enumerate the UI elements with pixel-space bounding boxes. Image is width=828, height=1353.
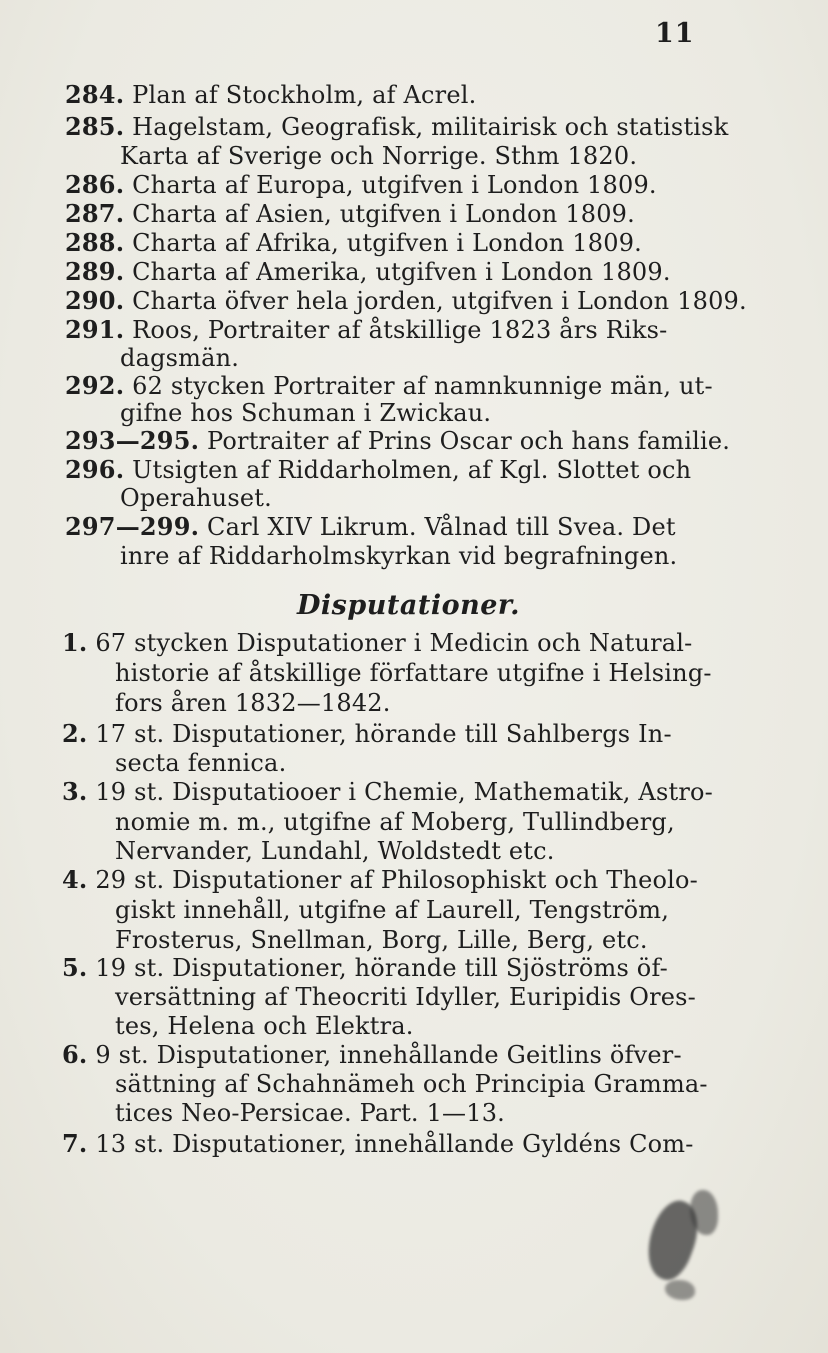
entry-text: Portraiter af Prins Oscar och hans familie. [207, 427, 731, 455]
entry-line [115, 748, 286, 778]
entry-line [115, 807, 675, 837]
entry-line [120, 141, 637, 171]
entry-text: historie af åtskillige författare utgifne i Helsing- [115, 659, 712, 687]
entry-number: 287. [65, 199, 125, 228]
entry-line [65, 455, 691, 485]
entry-line [120, 541, 677, 571]
entry-text: dagsmän. [120, 344, 240, 372]
entry-line [65, 371, 713, 401]
ink-smudge [665, 1280, 695, 1300]
entry-line [65, 512, 676, 542]
entry-line [115, 658, 712, 688]
entry-number: 288. [65, 228, 125, 257]
entry-text: Utsigten af Riddarholmen, af Kgl. Slottet och [132, 456, 692, 484]
entry-number: 4. [62, 865, 88, 894]
entry-text: giskt innehåll, utgifne af Laurell, Tengström, [115, 896, 670, 924]
entry-number: 291. [65, 315, 125, 344]
entry-number: 2. [62, 719, 88, 748]
entry-text: gifne hos Schuman i Zwickau. [120, 399, 492, 427]
entry-text: sättning af Schahnämeh och Principia Gramma- [115, 1070, 708, 1098]
entry-text: 17 st. Disputationer, hörande till Sahlbergs In- [95, 720, 672, 748]
entry-number: 286. [65, 170, 125, 199]
entry-number: 7. [62, 1129, 88, 1158]
entry-text: Charta af Asien, utgifven i London 1809. [132, 200, 635, 228]
entry-number: 285. [65, 112, 125, 141]
entry-line [115, 688, 391, 718]
entry-number: 289. [65, 257, 125, 286]
entry-line [65, 199, 635, 229]
entry-line [120, 398, 491, 428]
entry-text: Charta öfver hela jorden, utgifven i London 1809. [132, 287, 747, 315]
entry-text: secta fennica. [115, 749, 287, 777]
entry-text: nomie m. m., utgifne af Moberg, Tullindberg, [115, 808, 675, 836]
entry-text: tices Neo-Persicae. Part. 1—13. [115, 1099, 506, 1127]
entry-number: 292. [65, 371, 125, 400]
entry-number: 290. [65, 286, 125, 315]
entry-line [115, 982, 696, 1012]
entry-line [115, 895, 669, 925]
entry-text: Plan af Stockholm, af Acrel. [132, 81, 477, 109]
entry-text: versättning af Theocriti Idyller, Euripidis Ores- [115, 983, 696, 1011]
entry-text: Hagelstam, Geografisk, militairisk och statistisk [132, 113, 729, 141]
entry-text: fors åren 1832—1842. [115, 689, 391, 717]
entry-text: Nervander, Lundahl, Woldstedt etc. [115, 837, 555, 865]
entry-text: 62 stycken Portraiter af namnkunnige män, ut- [132, 372, 713, 400]
entry-text: Charta af Afrika, utgifven i London 1809. [132, 229, 642, 257]
entry-text: 13 st. Disputationer, innehållande Gyldéns Com- [95, 1130, 694, 1158]
entry-number: 284. [65, 80, 125, 109]
entry-number: 297—299. [65, 512, 200, 541]
entry-line [115, 1098, 505, 1128]
entry-line [120, 343, 239, 373]
entry-number: 3. [62, 777, 88, 806]
entry-line [65, 170, 657, 200]
page-number: 11 [655, 18, 695, 49]
entry-line [62, 719, 672, 749]
entry-number: 1. [62, 628, 88, 657]
entry-text: Operahuset. [120, 484, 272, 512]
entry-line [115, 1011, 414, 1041]
entry-text: inre af Riddarholmskyrkan vid begrafningen. [120, 542, 678, 570]
entry-line [115, 836, 555, 866]
entry-line [65, 112, 728, 142]
entry-text: Charta af Europa, utgifven i London 1809. [132, 171, 657, 199]
entry-line [65, 80, 476, 110]
entry-line [65, 426, 730, 456]
entry-line [65, 286, 747, 316]
entry-number: 5. [62, 953, 88, 982]
entry-line [115, 1069, 708, 1099]
entry-text: Carl XIV Likrum. Vålnad till Svea. Det [207, 513, 676, 541]
entry-text: Roos, Portraiter af åtskillige 1823 års Riks- [132, 316, 668, 344]
section-heading: Disputationer. [297, 590, 521, 621]
entry-line [62, 953, 668, 983]
entry-text: Charta af Amerika, utgifven i London 1809. [132, 258, 671, 286]
entry-text: 9 st. Disputationer, innehållande Geitlins öfver- [95, 1041, 682, 1069]
entry-number: 293—295. [65, 426, 200, 455]
entry-line [65, 228, 642, 258]
entry-text: 19 st. Disputatiooer i Chemie, Mathematik, Astro- [95, 778, 713, 806]
entry-text: 29 st. Disputationer af Philosophiskt och Theolo- [95, 866, 698, 894]
entry-line [65, 315, 667, 345]
entry-line [62, 1129, 694, 1159]
entry-line [120, 483, 272, 513]
entry-text: Frosterus, Snellman, Borg, Lille, Berg, etc. [115, 926, 648, 954]
entry-line [62, 865, 698, 895]
entry-text: 19 st. Disputationer, hörande till Sjöströms öf- [95, 954, 668, 982]
entry-line [65, 257, 671, 287]
entry-number: 6. [62, 1040, 88, 1069]
entry-line [62, 628, 693, 658]
entry-text: Karta af Sverige och Norrige. Sthm 1820. [120, 142, 638, 170]
entry-line [62, 777, 713, 807]
entry-line [115, 925, 648, 955]
entry-number: 296. [65, 455, 125, 484]
entry-text: tes, Helena och Elektra. [115, 1012, 414, 1040]
entry-text: 67 stycken Disputationer i Medicin och Natural- [95, 629, 693, 657]
entry-line [62, 1040, 682, 1070]
